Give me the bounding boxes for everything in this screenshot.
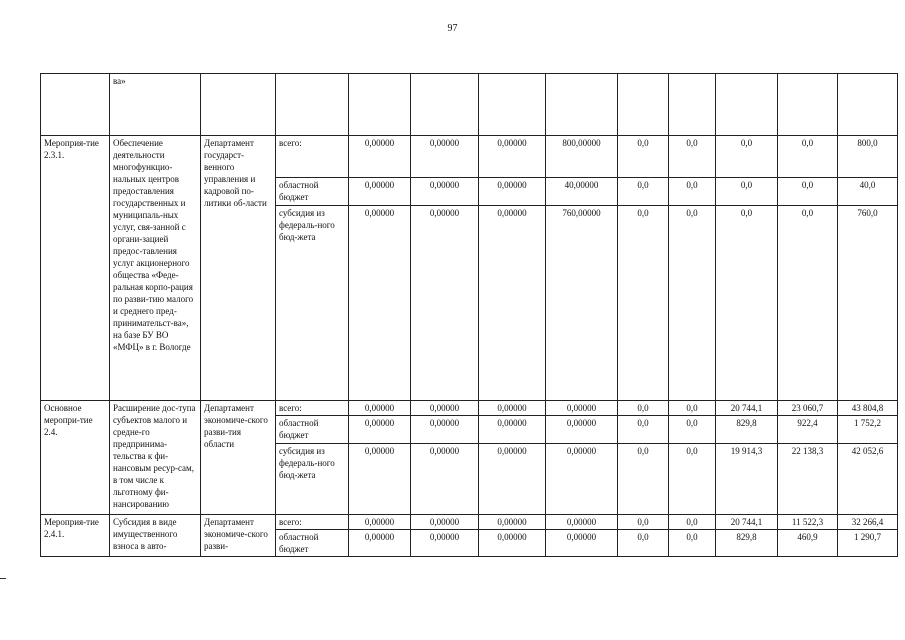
value-cell: 0,0	[669, 401, 716, 416]
description-cell: Обеспечение деятельности многофункцио-нальных центров предоставления государственных и муниципаль-ных услуг, свя-занной с органи-зацией предос-тавления услуг акционерного общества «Феде-ральная корпо-рация по разви-тию малого и среднего пред-принимательст-ва», на базе БУ ВО «МФЦ» в г. Вологде	[110, 136, 201, 401]
value-cell: 0,00000	[546, 530, 618, 557]
source-label: всего:	[276, 515, 349, 530]
source-label: областной бюджет	[276, 178, 349, 206]
value-cell: 0,0	[669, 416, 716, 444]
value-cell: 0,0	[618, 530, 669, 557]
margin-mark	[0, 578, 6, 579]
budget-table	[40, 73, 898, 557]
value-cell: 32 266,4	[838, 515, 898, 530]
event-cell: Основное меропри-тие 2.4.	[41, 401, 110, 515]
value-cell: 0,00000	[349, 136, 411, 178]
description-cell: ва»	[110, 74, 201, 136]
value-cell: 0,00000	[349, 444, 411, 515]
value-cell: 0,0	[618, 206, 669, 401]
executor-cell: Департамент государст-венного управления и кадровой по-литики об-ласти	[201, 136, 276, 401]
value-cell: 800,0	[838, 136, 898, 178]
value-cell: 922,4	[778, 416, 838, 444]
page-number: 97	[447, 23, 458, 34]
value-cell: 800,00000	[546, 136, 618, 178]
value-cell: 40,0	[838, 178, 898, 206]
value-cell: 0,0	[669, 136, 716, 178]
table-row	[41, 515, 898, 530]
value-cell: 829,8	[716, 530, 778, 557]
value-cell: 0,0	[716, 206, 778, 401]
value-cell: 760,00000	[546, 206, 618, 401]
executor-cell: Департамент экономиче-ского разви-	[201, 515, 276, 557]
value-cell: 0,0	[778, 178, 838, 206]
event-cell: Мероприя-тие 2.4.1.	[41, 515, 110, 557]
event-cell	[41, 74, 110, 136]
value-cell: 0,00000	[349, 416, 411, 444]
source-label: субсидия из федераль-ного бюд-жета	[276, 206, 349, 401]
value-cell: 0,00000	[479, 515, 546, 530]
value-cell: 0,00000	[479, 136, 546, 178]
value-cell: 20 744,1	[716, 401, 778, 416]
value-cell: 0,0	[618, 515, 669, 530]
value-cell: 460,9	[778, 530, 838, 557]
source-label: всего:	[276, 136, 349, 178]
value-cell: 0,00000	[411, 206, 479, 401]
value-cell: 0,00000	[411, 136, 479, 178]
description-cell: Расширение дос-тупа субъектов малого и средне-го предпринима-тельства к фи-нансовым ресур-сам, в том числе к льготному фи-нансированию	[110, 401, 201, 515]
source-label: всего:	[276, 401, 349, 416]
value-cell: 0,00000	[411, 178, 479, 206]
value-cell: 0,0	[778, 136, 838, 178]
value-cell: 0,0	[716, 178, 778, 206]
value-cell: 0,00000	[479, 401, 546, 416]
value-cell: 0,00000	[546, 444, 618, 515]
value-cell: 0,00000	[479, 416, 546, 444]
value-cell: 0,00000	[349, 401, 411, 416]
value-cell: 20 744,1	[716, 515, 778, 530]
value-cell: 0,00000	[546, 416, 618, 444]
value-cell: 0,00000	[479, 444, 546, 515]
value-cell: 43 804,8	[838, 401, 898, 416]
value-cell: 40,00000	[546, 178, 618, 206]
table-row	[41, 74, 898, 136]
value-cell: 760,0	[838, 206, 898, 401]
value-cell: 0,0	[669, 178, 716, 206]
event-cell: Мероприя-тие 2.3.1.	[41, 136, 110, 401]
value-cell: 829,8	[716, 416, 778, 444]
value-cell: 0,00000	[411, 401, 479, 416]
value-cell: 0,0	[778, 206, 838, 401]
value-cell: 23 060,7	[778, 401, 838, 416]
executor-cell: Департамент экономиче-ского разви-тия области	[201, 401, 276, 515]
source-label: областной бюджет	[276, 416, 349, 444]
value-cell: 0,00000	[479, 206, 546, 401]
value-cell: 0,00000	[411, 444, 479, 515]
value-cell: 22 138,3	[778, 444, 838, 515]
value-cell: 0,00000	[349, 515, 411, 530]
value-cell: 0,00000	[349, 178, 411, 206]
value-cell: 1 290,7	[838, 530, 898, 557]
source-label: субсидия из федераль-ного бюд-жета	[276, 444, 349, 515]
description-cell: Субсидия в виде имущественного взноса в авто-	[110, 515, 201, 557]
value-cell: 0,0	[618, 136, 669, 178]
value-cell: 0,00000	[411, 530, 479, 557]
value-cell: 0,0	[618, 401, 669, 416]
value-cell: 0,00000	[411, 416, 479, 444]
value-cell: 0,0	[618, 444, 669, 515]
value-cell: 0,00000	[479, 530, 546, 557]
value-cell: 0,0	[716, 136, 778, 178]
value-cell: 0,00000	[411, 515, 479, 530]
value-cell: 0,00000	[349, 206, 411, 401]
value-cell: 0,00000	[479, 178, 546, 206]
value-cell: 0,00000	[546, 401, 618, 416]
value-cell: 0,00000	[546, 515, 618, 530]
value-cell: 0,0	[669, 206, 716, 401]
source-label: областной бюджет	[276, 530, 349, 557]
table-row	[41, 401, 898, 416]
value-cell: 1 752,2	[838, 416, 898, 444]
value-cell: 0,0	[618, 416, 669, 444]
value-cell: 0,0	[669, 530, 716, 557]
value-cell: 0,00000	[349, 530, 411, 557]
value-cell: 42 052,6	[838, 444, 898, 515]
value-cell: 11 522,3	[778, 515, 838, 530]
value-cell: 0,0	[618, 178, 669, 206]
value-cell: 0,0	[669, 515, 716, 530]
value-cell: 0,0	[669, 444, 716, 515]
table-row	[41, 136, 898, 178]
value-cell: 19 914,3	[716, 444, 778, 515]
